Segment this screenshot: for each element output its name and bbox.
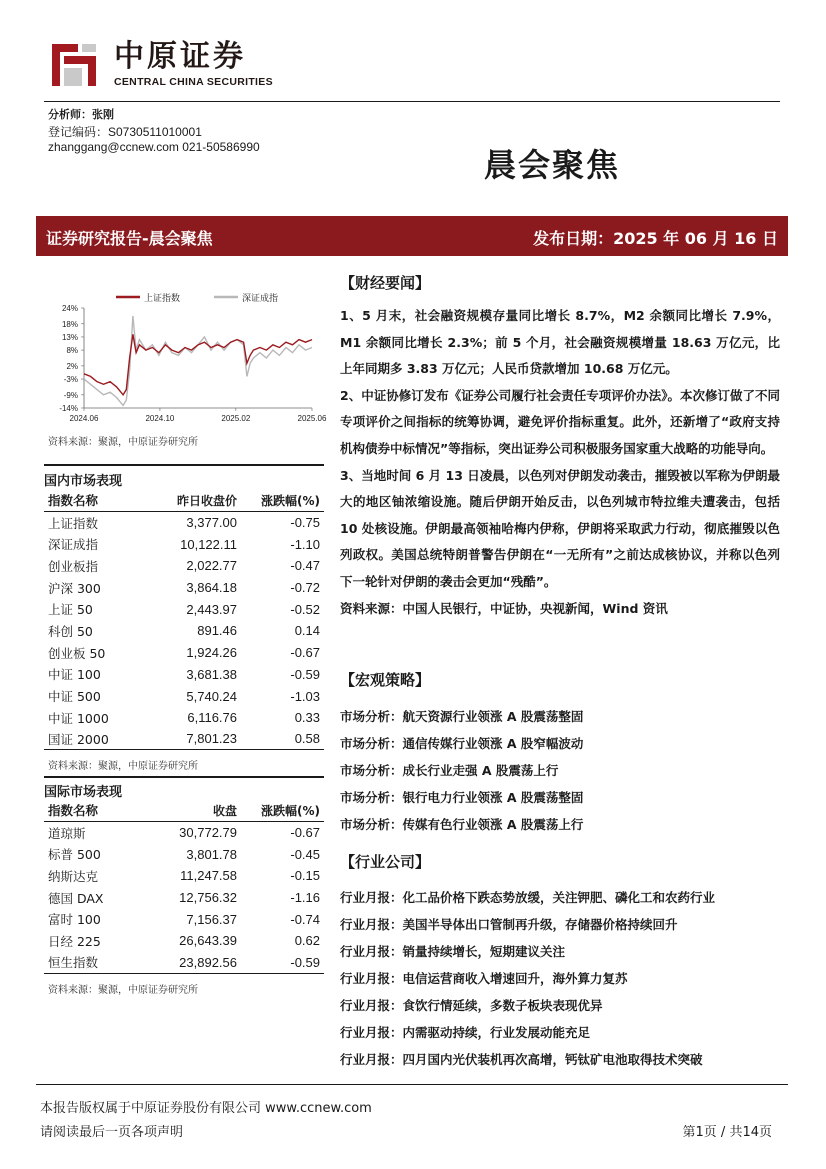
international-table-source: 资料来源：聚源，中原证券研究所	[48, 985, 198, 996]
company-logo-english: CENTRAL CHINA SECURITIES	[114, 76, 273, 88]
table-cell: 26,643.39	[179, 933, 237, 949]
finance-news-heading: 【财经要闻】	[340, 274, 431, 292]
finance-news-body	[340, 303, 780, 622]
domestic-table-source: 资料来源：聚源，中原证券研究所	[48, 761, 198, 772]
table-cell: 纳斯达克	[48, 868, 99, 884]
industry-list	[340, 884, 780, 1073]
list-item: 行业月报：电信运营商收入增速回升，海外算力复苏	[340, 971, 628, 986]
table-cell: 3,377.00	[186, 515, 237, 531]
table-cell: 0.14	[294, 623, 320, 639]
news-item-2: 2、中证协修订发布《证券公司履行社会责任专项评价办法》。本次修订做了不同专项评价之间指标的统筹协调，避免评价指标重复。此外，还新增了“政府支持机构债券中标情况”等指标，突出证券公司积极服务国家重大战略的功能导向。	[340, 387, 780, 456]
analyst-name: 分析师：张刚	[48, 108, 114, 121]
series-line-shenzhen	[84, 316, 312, 406]
x-tick-label: 2024.10	[145, 414, 175, 423]
news-item-3: 3、当地时间 6 月 13 日凌晨，以色列对伊朗发动袭击，摧毁被以军称为伊朗最大的地区铀浓缩设施。随后伊朗开始反击，以色列城市特拉维夫遭袭击，包括 10 处核设施。伊朗最高领袖哈梅内伊称，伊朗将采取武力行动，彻底摧毁以色列政权。美国总统特朗普警告伊朗在“一无所有”之前达成核协议，并称以色列下一轮针对伊朗的袭击会更加“残酷”。	[340, 467, 780, 589]
table-cell: 创业板指	[48, 558, 99, 574]
table-row	[44, 843, 324, 865]
table-row	[44, 512, 324, 534]
industry-heading: 【行业公司】	[340, 853, 431, 871]
list-item: 行业月报：食饮行情延续，多数子板块表现优异	[340, 998, 603, 1013]
list-item: 市场分析：银行电力行业领涨 A 股震荡整固	[340, 790, 584, 805]
banner-report-type: 证券研究报告-晨会聚焦	[46, 229, 213, 248]
domestic-top-rule	[44, 464, 324, 466]
table-row	[44, 533, 324, 555]
chart-source: 资料来源：聚源，中原证券研究所	[48, 437, 198, 448]
table-row	[44, 555, 324, 577]
table-cell: -0.15	[290, 868, 320, 884]
report-banner	[36, 216, 788, 256]
table-header-cell: 指数名称	[48, 803, 99, 819]
table-cell: -0.72	[290, 580, 320, 596]
domestic-market-table	[44, 490, 324, 750]
x-tick-label: 2025.06	[297, 414, 327, 423]
x-tick-label: 2025.02	[221, 414, 251, 423]
table-cell: 11,247.58	[180, 868, 237, 884]
table-cell: 恒生指数	[48, 955, 99, 971]
table-cell: 3,864.18	[186, 580, 237, 596]
table-cell: 7,156.37	[186, 911, 237, 927]
list-item: 行业月报：四月国内光伏装机再次高增，钙钛矿电池取得技术突破	[340, 1052, 703, 1067]
table-cell: 深证成指	[48, 537, 99, 553]
table-cell: 中证 1000	[48, 710, 109, 726]
table-header-row	[44, 800, 324, 822]
table-cell: 12,756.32	[179, 890, 237, 906]
news-item-1: 1、5 月末，社会融资规模存量同比增长 8.7%，M2 余额同比增长 7.9%，M1 余额同比增长 2.3%；前 5 个月，社会融资规模增量 18.63 万亿元，比上年同期多 3.83 万亿元；人民币贷款增加 10.68 万亿元。	[340, 308, 780, 377]
registration-code: 登记编码：S0730511010001	[48, 125, 202, 139]
footer-copyright: 本报告版权属于中原证券股份有限公司 www.ccnew.com	[40, 1101, 372, 1116]
table-cell: -0.74	[290, 911, 320, 927]
y-tick-label: 13%	[61, 332, 78, 342]
y-tick-label: -9%	[63, 390, 78, 400]
table-cell: 沪深 300	[48, 580, 101, 596]
table-cell: -1.03	[290, 688, 320, 704]
table-cell: 0.58	[294, 731, 320, 747]
legend-label: 深证成指	[242, 294, 279, 304]
company-logo-icon	[48, 40, 100, 90]
analyst-contact: zhanggang@ccnew.com 021-50586990	[48, 140, 260, 154]
table-cell: 6,116.76	[187, 710, 237, 726]
table-cell: -0.45	[290, 846, 320, 862]
table-header-cell: 涨跌幅(%)	[261, 493, 320, 508]
news-source: 资料来源：中国人民银行，中证协，央视新闻，Wind 资讯	[340, 600, 668, 616]
table-row	[44, 908, 324, 930]
table-cell: 10,122.11	[180, 536, 237, 552]
table-cell: -0.67	[290, 825, 320, 841]
table-row	[44, 822, 324, 844]
table-header-cell: 收盘	[212, 803, 237, 818]
market-line-chart	[44, 286, 327, 428]
table-cell: 0.33	[294, 710, 320, 726]
table-cell: 23,892.56	[179, 954, 237, 970]
table-row	[44, 930, 324, 952]
table-cell: 标普 500	[48, 847, 101, 863]
table-header-cell: 昨日收盘价	[176, 493, 237, 508]
list-item: 行业月报：销量持续增长，短期建议关注	[340, 944, 566, 959]
international-market-table	[44, 800, 324, 974]
footer-divider	[36, 1084, 788, 1085]
table-header-cell: 涨跌幅(%)	[261, 803, 320, 818]
y-tick-label: 8%	[66, 346, 78, 356]
table-cell: 上证 50	[48, 602, 93, 618]
table-cell: -0.75	[290, 515, 320, 531]
table-row	[44, 620, 324, 642]
table-cell: 中证 500	[48, 689, 101, 705]
table-row	[44, 598, 324, 620]
table-header-row	[44, 490, 324, 512]
y-tick-label: -3%	[63, 375, 78, 385]
y-tick-label: -14%	[59, 404, 78, 413]
table-cell: -0.59	[290, 666, 320, 682]
y-tick-label: 18%	[61, 319, 78, 329]
table-cell: 富时 100	[48, 912, 101, 928]
legend-label: 上证指数	[144, 294, 181, 304]
international-top-rule	[44, 776, 324, 778]
table-cell: 日经 225	[48, 933, 101, 949]
table-cell: 道琼斯	[48, 825, 86, 841]
banner-publish-date: 发布日期：2025 年 06 月 16 日	[533, 229, 778, 248]
table-cell: 德国 DAX	[48, 890, 104, 906]
header-divider	[44, 101, 780, 102]
table-cell: 3,681.38	[186, 666, 237, 682]
macro-strategy-list	[340, 703, 780, 838]
domestic-table-title: 国内市场表现	[44, 474, 123, 489]
list-item: 市场分析：通信传媒行业领涨 A 股窄幅波动	[340, 736, 584, 751]
list-item: 行业月报：化工品价格下跌态势放缓，关注钾肥、磷化工和农药行业	[340, 890, 716, 905]
table-cell: 2,443.97	[186, 601, 237, 617]
company-logo-chinese: 中原证券	[114, 39, 246, 74]
table-header-cell: 指数名称	[48, 493, 99, 509]
table-row	[44, 577, 324, 599]
list-item: 市场分析：传媒有色行业领涨 A 股震荡上行	[340, 817, 584, 832]
list-item: 市场分析：成长行业走强 A 股震荡上行	[340, 763, 559, 778]
table-row	[44, 729, 324, 751]
table-row	[44, 865, 324, 887]
series-line-shanghai	[84, 334, 312, 395]
table-cell: 891.46	[197, 623, 237, 639]
table-cell: 0.62	[294, 933, 320, 949]
table-row	[44, 664, 324, 686]
macro-strategy-heading: 【宏观策略】	[340, 671, 431, 689]
table-cell: 上证指数	[48, 515, 99, 531]
table-cell: 7,801.23	[186, 731, 237, 747]
table-cell: 30,772.79	[179, 825, 237, 841]
table-cell: 5,740.24	[186, 688, 237, 704]
table-cell: 2,022.77	[186, 558, 237, 574]
table-row	[44, 952, 324, 974]
table-cell: 1,924.26	[186, 645, 237, 661]
table-cell: 3,801.78	[186, 846, 237, 862]
table-cell: -0.67	[290, 645, 320, 661]
report-title: 晨会聚焦	[484, 146, 621, 184]
y-tick-label: 24%	[61, 304, 78, 313]
table-cell: -0.47	[290, 558, 320, 574]
y-tick-label: 2%	[66, 361, 78, 371]
list-item: 行业月报：美国半导体出口管制再升级，存储器价格持续回升	[340, 917, 678, 932]
list-item: 市场分析：航天资源行业领涨 A 股震荡整固	[340, 709, 584, 724]
table-row	[44, 887, 324, 909]
x-tick-label: 2024.06	[69, 414, 99, 423]
table-row	[44, 685, 324, 707]
table-cell: -0.52	[290, 601, 320, 617]
list-item: 行业月报：内需驱动持续，行业发展动能充足	[340, 1025, 591, 1040]
table-row	[44, 707, 324, 729]
table-cell: -0.59	[290, 954, 320, 970]
table-row	[44, 642, 324, 664]
international-table-title: 国际市场表现	[44, 785, 123, 800]
table-cell: 科创 50	[48, 623, 93, 639]
table-cell: 国证 2000	[48, 731, 109, 747]
table-cell: -1.16	[290, 890, 320, 906]
table-cell: 中证 100	[48, 667, 101, 683]
table-cell: -1.10	[290, 536, 320, 552]
table-cell: 创业板 50	[48, 645, 106, 661]
footer-page-number: 第1页 / 共14页	[682, 1125, 772, 1140]
footer-disclaimer: 请阅读最后一页各项声明	[40, 1125, 184, 1140]
